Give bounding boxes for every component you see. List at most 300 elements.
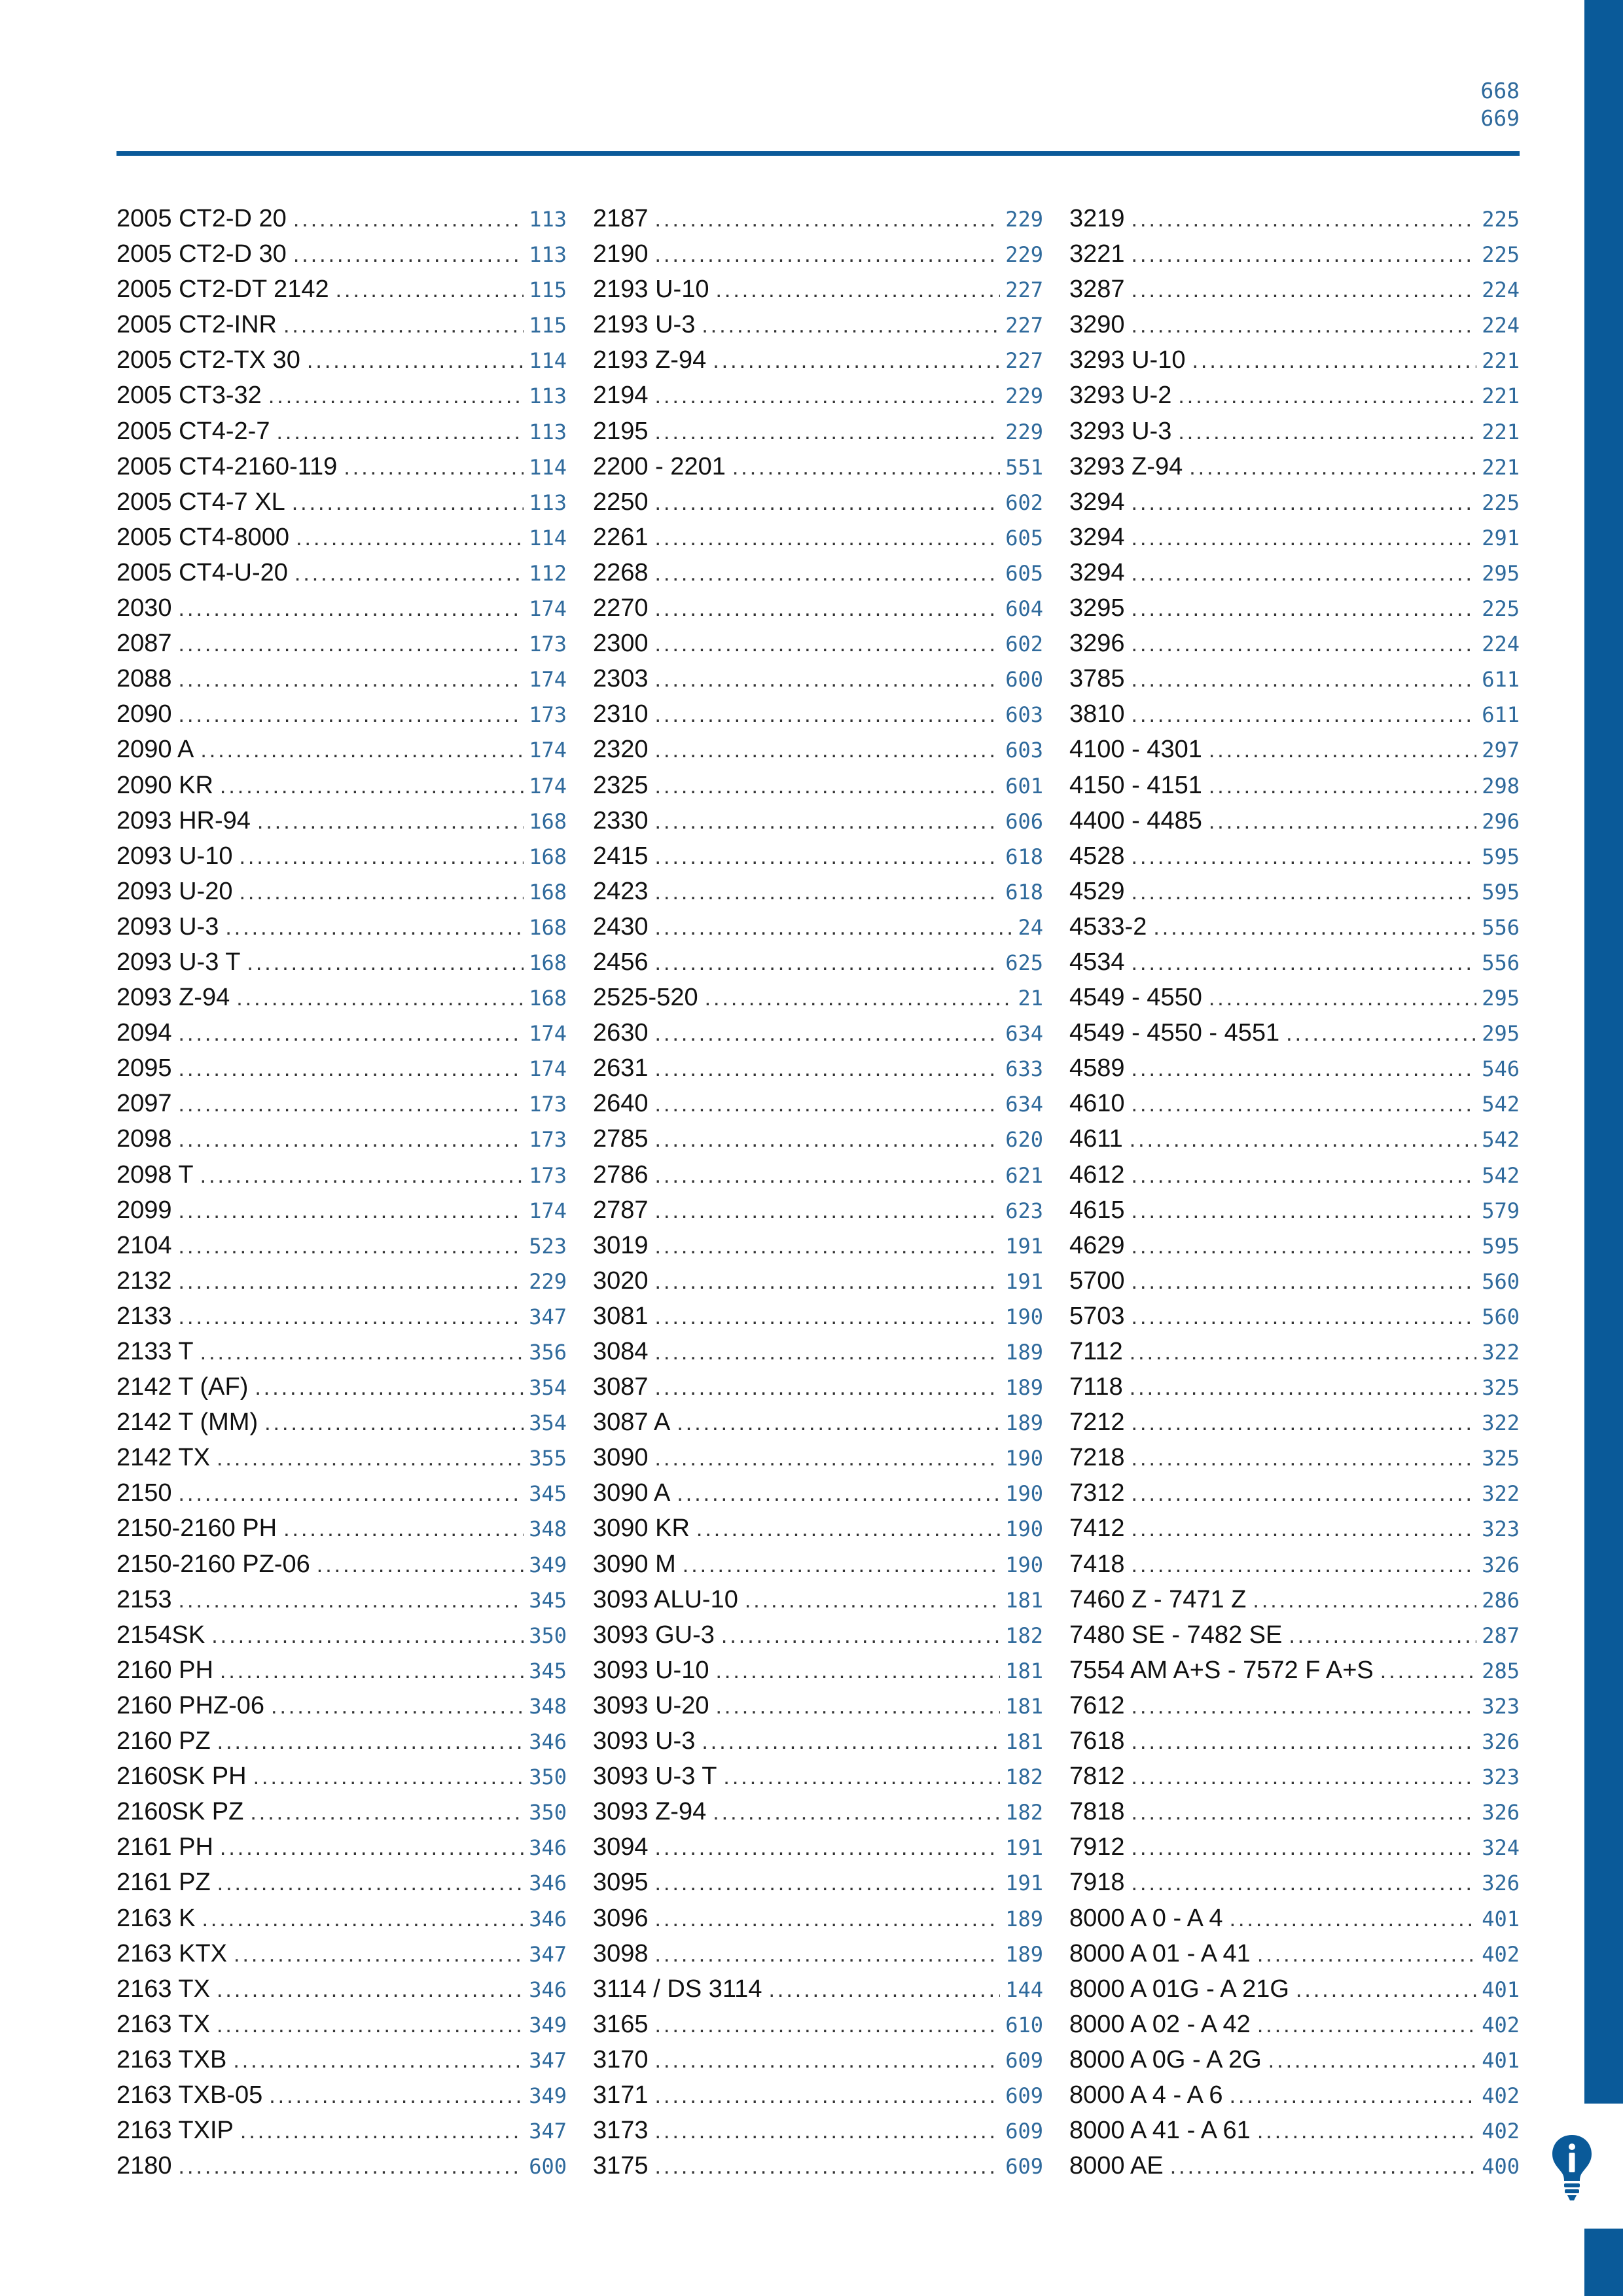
entry-label: 5703 xyxy=(1069,1302,1125,1330)
entry-page-ref[interactable]: 326 xyxy=(1482,1871,1520,1896)
entry-page-ref[interactable]: 182 xyxy=(1005,1765,1043,1790)
entry-page-ref[interactable]: 600 xyxy=(1005,667,1043,692)
dot-leader xyxy=(655,1198,1001,1224)
dot-leader xyxy=(1189,455,1476,480)
entry-page-ref[interactable]: 190 xyxy=(1005,1304,1043,1329)
entry-page-ref[interactable]: 287 xyxy=(1482,1623,1520,1648)
dot-leader xyxy=(1253,1588,1476,1613)
entry-page-ref[interactable]: 115 xyxy=(529,313,567,338)
dot-leader xyxy=(296,526,524,551)
entry-page-ref[interactable]: 621 xyxy=(1005,1162,1043,1188)
entry-page-ref[interactable]: 354 xyxy=(529,1410,567,1436)
entry-page-ref[interactable]: 174 xyxy=(529,1056,567,1082)
entry-page-ref[interactable]: 326 xyxy=(1482,1729,1520,1755)
entry-page-ref[interactable]: 189 xyxy=(1005,1410,1043,1436)
entry-page-ref[interactable]: 347 xyxy=(529,2119,567,2144)
dot-leader xyxy=(1132,596,1477,622)
entry-page-ref[interactable]: 24 xyxy=(1018,914,1043,940)
entry-page-ref[interactable]: 173 xyxy=(529,1127,567,1153)
entry-page-ref[interactable]: 579 xyxy=(1482,1198,1520,1223)
entry-page-ref[interactable]: 297 xyxy=(1482,738,1520,763)
entry-page-ref[interactable]: 191 xyxy=(1005,1835,1043,1861)
entry-page-ref[interactable]: 605 xyxy=(1005,525,1043,550)
entry-label: 2430 xyxy=(593,912,649,941)
dot-leader xyxy=(179,1304,524,1330)
entry-page-ref[interactable]: 618 xyxy=(1005,879,1043,905)
dot-leader xyxy=(1132,667,1477,692)
entry-label: 2303 xyxy=(593,665,649,693)
entry-page-ref[interactable]: 286 xyxy=(1482,1587,1520,1613)
index-entry xyxy=(593,1657,1043,1692)
index-entry xyxy=(593,1090,1043,1125)
index-entry xyxy=(593,524,1043,559)
index-entry xyxy=(593,453,1043,488)
entry-page-ref[interactable]: 221 xyxy=(1482,419,1520,444)
entry-label: 2005 CT2-D 20 xyxy=(116,205,287,232)
entry-page-ref[interactable]: 595 xyxy=(1482,879,1520,905)
dot-leader xyxy=(713,1800,1000,1825)
index-entry xyxy=(116,1338,567,1373)
dot-leader xyxy=(200,1340,524,1365)
entry-page-ref[interactable]: 523 xyxy=(529,1233,567,1259)
dot-leader xyxy=(276,420,524,445)
entry-page-ref[interactable]: 114 xyxy=(529,525,567,550)
dot-leader xyxy=(1132,1800,1477,1825)
entry-page-ref[interactable]: 401 xyxy=(1482,1977,1520,2002)
dot-leader xyxy=(655,596,1001,622)
entry-page-ref[interactable]: 350 xyxy=(529,1623,567,1648)
index-entry xyxy=(593,2011,1043,2046)
entry-label: 4529 xyxy=(1069,877,1125,905)
entry-page-ref[interactable]: 225 xyxy=(1482,490,1520,515)
entry-page-ref[interactable]: 601 xyxy=(1005,773,1043,798)
index-entry xyxy=(593,913,1043,948)
entry-page-ref[interactable]: 350 xyxy=(529,1800,567,1825)
dot-leader xyxy=(655,1021,1001,1047)
index-entry xyxy=(1069,1975,1520,2011)
entry-label: 2631 xyxy=(593,1054,649,1083)
page-number-left: 668 xyxy=(1480,78,1520,103)
entry-page-ref[interactable]: 400 xyxy=(1482,2154,1520,2179)
entry-label: 2250 xyxy=(593,488,649,516)
entry-page-ref[interactable]: 345 xyxy=(529,1658,567,1683)
index-entry xyxy=(593,1125,1043,1160)
index-entry xyxy=(116,205,567,240)
entry-page-ref[interactable]: 603 xyxy=(1005,738,1043,763)
dot-leader xyxy=(217,1871,524,1896)
entry-page-ref[interactable]: 611 xyxy=(1482,667,1520,692)
entry-page-ref[interactable]: 114 xyxy=(529,348,567,374)
entry-page-ref[interactable]: 346 xyxy=(529,1977,567,2002)
entry-page-ref[interactable]: 114 xyxy=(529,454,567,480)
entry-page-ref[interactable]: 224 xyxy=(1482,632,1520,657)
entry-page-ref[interactable]: 221 xyxy=(1482,384,1520,409)
entry-label: 7218 xyxy=(1069,1444,1125,1472)
entry-label: 3175 xyxy=(593,2152,649,2180)
entry-page-ref[interactable]: 560 xyxy=(1482,1304,1520,1329)
entry-page-ref[interactable]: 181 xyxy=(1005,1729,1043,1755)
entry-page-ref[interactable]: 181 xyxy=(1005,1658,1043,1683)
dot-leader xyxy=(655,1340,1001,1365)
dot-leader xyxy=(253,1765,524,1790)
entry-page-ref[interactable]: 190 xyxy=(1005,1446,1043,1471)
entry-label: 2132 xyxy=(116,1266,172,1295)
entry-page-ref[interactable]: 354 xyxy=(529,1375,567,1401)
entry-page-ref[interactable]: 634 xyxy=(1005,1092,1043,1117)
entry-page-ref[interactable]: 323 xyxy=(1482,1516,1520,1542)
entry-page-ref[interactable]: 401 xyxy=(1482,2047,1520,2073)
entry-page-ref[interactable]: 296 xyxy=(1482,808,1520,834)
entry-page-ref[interactable]: 168 xyxy=(529,950,567,975)
entry-page-ref[interactable]: 349 xyxy=(529,2012,567,2037)
entry-page-ref[interactable]: 606 xyxy=(1005,808,1043,834)
index-entry xyxy=(116,1444,567,1479)
entry-page-ref[interactable]: 173 xyxy=(529,1162,567,1188)
entry-page-ref[interactable]: 620 xyxy=(1005,1127,1043,1153)
dot-leader xyxy=(179,2154,524,2179)
entry-page-ref[interactable]: 322 xyxy=(1482,1340,1520,1365)
index-entry xyxy=(1069,1267,1520,1302)
entry-page-ref[interactable]: 227 xyxy=(1005,348,1043,374)
entry-page-ref[interactable]: 609 xyxy=(1005,2154,1043,2179)
entry-page-ref[interactable]: 224 xyxy=(1482,278,1520,303)
index-entry xyxy=(593,1551,1043,1586)
entry-page-ref[interactable]: 623 xyxy=(1005,1198,1043,1223)
lightbulb-info-icon[interactable] xyxy=(1550,2132,1594,2204)
entry-page-ref[interactable]: 322 xyxy=(1482,1481,1520,1507)
entry-page-ref[interactable]: 174 xyxy=(529,738,567,763)
entry-label: 2093 U-3 T xyxy=(116,948,241,976)
entry-page-ref[interactable]: 221 xyxy=(1482,348,1520,374)
dot-leader xyxy=(179,1588,524,1613)
entry-page-ref[interactable]: 604 xyxy=(1005,596,1043,622)
entry-label: 2160SK PH xyxy=(116,1763,247,1791)
entry-page-ref[interactable]: 174 xyxy=(529,667,567,692)
index-entry xyxy=(116,1373,567,1408)
dot-leader xyxy=(702,313,1000,338)
entry-page-ref[interactable]: 168 xyxy=(529,986,567,1011)
index-entry xyxy=(1069,772,1520,807)
dot-leader xyxy=(1209,738,1476,763)
dot-leader xyxy=(1192,348,1476,374)
entry-page-ref[interactable]: 625 xyxy=(1005,950,1043,975)
entry-page-ref[interactable]: 227 xyxy=(1005,278,1043,303)
index-entry xyxy=(116,1090,567,1125)
entry-page-ref[interactable]: 191 xyxy=(1005,1268,1043,1294)
entry-page-ref[interactable]: 325 xyxy=(1482,1446,1520,1471)
entry-page-ref[interactable]: 168 xyxy=(529,808,567,834)
entry-page-ref[interactable]: 225 xyxy=(1482,242,1520,268)
entry-page-ref[interactable]: 168 xyxy=(529,879,567,905)
dot-leader xyxy=(1209,809,1476,834)
dot-leader xyxy=(1132,526,1477,551)
entry-page-ref[interactable]: 173 xyxy=(529,632,567,657)
entry-page-ref[interactable]: 191 xyxy=(1005,1233,1043,1259)
entry-page-ref[interactable]: 168 xyxy=(529,914,567,940)
entry-page-ref[interactable]: 189 xyxy=(1005,1375,1043,1401)
entry-label: 3098 xyxy=(593,1939,649,1967)
entry-page-ref[interactable]: 298 xyxy=(1482,773,1520,798)
entry-page-ref[interactable]: 168 xyxy=(529,844,567,869)
entry-page-ref[interactable]: 229 xyxy=(1005,384,1043,409)
entry-label: 8000 A 4 - A 6 xyxy=(1069,2081,1223,2109)
dot-leader xyxy=(723,1765,1000,1790)
entry-page-ref[interactable]: 402 xyxy=(1482,2012,1520,2037)
entry-label: 2005 CT4-U-20 xyxy=(116,558,288,586)
entry-label: 2153 xyxy=(116,1585,172,1613)
entry-label: 8000 A 41 - A 61 xyxy=(1069,2117,1251,2145)
dot-leader xyxy=(655,844,1001,870)
entry-label: 3296 xyxy=(1069,630,1125,658)
entry-page-ref[interactable]: 401 xyxy=(1482,1906,1520,1931)
index-entry xyxy=(1069,1621,1520,1657)
entry-page-ref[interactable]: 189 xyxy=(1005,1340,1043,1365)
entry-page-ref[interactable]: 402 xyxy=(1482,2083,1520,2108)
dot-leader xyxy=(655,1234,1001,1259)
dot-leader xyxy=(655,1871,1001,1896)
entry-page-ref[interactable]: 113 xyxy=(529,490,567,515)
dot-leader xyxy=(179,702,524,728)
entry-page-ref[interactable]: 602 xyxy=(1005,490,1043,515)
entry-page-ref[interactable]: 348 xyxy=(529,1693,567,1719)
entry-page-ref[interactable]: 225 xyxy=(1482,207,1520,232)
index-entry xyxy=(1069,878,1520,913)
dot-leader xyxy=(1170,2154,1477,2179)
entry-page-ref[interactable]: 350 xyxy=(529,1765,567,1790)
entry-label: 3093 Z-94 xyxy=(593,1798,707,1826)
index-entry xyxy=(1069,1408,1520,1444)
entry-page-ref[interactable]: 402 xyxy=(1482,2119,1520,2144)
index-entry xyxy=(1069,700,1520,736)
dot-leader xyxy=(1257,1942,1476,1967)
index-entry xyxy=(593,1940,1043,1975)
entry-page-ref[interactable]: 347 xyxy=(529,1304,567,1329)
entry-label: 4549 - 4550 xyxy=(1069,984,1202,1012)
entry-page-ref[interactable]: 595 xyxy=(1482,844,1520,869)
entry-page-ref[interactable]: 402 xyxy=(1482,1941,1520,1967)
entry-page-ref[interactable]: 346 xyxy=(529,1835,567,1861)
entry-page-ref[interactable]: 174 xyxy=(529,773,567,798)
index-entry xyxy=(1069,2152,1520,2187)
entry-label: 7912 xyxy=(1069,1833,1125,1861)
entry-label: 7480 SE - 7482 SE xyxy=(1069,1621,1283,1649)
dot-leader xyxy=(655,738,1001,763)
entry-page-ref[interactable]: 556 xyxy=(1482,914,1520,940)
entry-label: 2093 Z-94 xyxy=(116,984,230,1012)
entry-label: 2160 PZ xyxy=(116,1727,211,1755)
index-entry xyxy=(116,594,567,630)
entry-page-ref[interactable]: 115 xyxy=(529,278,567,303)
entry-page-ref[interactable]: 21 xyxy=(1018,986,1043,1011)
entry-page-ref[interactable]: 326 xyxy=(1482,1800,1520,1825)
dot-leader xyxy=(202,1907,524,1932)
entry-page-ref[interactable]: 349 xyxy=(529,1552,567,1577)
entry-page-ref[interactable]: 610 xyxy=(1005,2012,1043,2037)
dot-leader xyxy=(179,1056,524,1082)
entry-page-ref[interactable]: 609 xyxy=(1005,2083,1043,2108)
entry-page-ref[interactable]: 189 xyxy=(1005,1941,1043,1967)
entry-page-ref[interactable]: 113 xyxy=(529,384,567,409)
index-entry xyxy=(116,1657,567,1692)
index-entry xyxy=(116,311,567,346)
entry-label: 4549 - 4550 - 4551 xyxy=(1069,1019,1280,1047)
entry-page-ref[interactable]: 600 xyxy=(529,2154,567,2179)
entry-page-ref[interactable]: 181 xyxy=(1005,1587,1043,1613)
entry-page-ref[interactable]: 174 xyxy=(529,596,567,622)
dot-leader xyxy=(217,1446,524,1471)
entry-label: 2310 xyxy=(593,700,649,728)
entry-page-ref[interactable]: 542 xyxy=(1482,1162,1520,1188)
dot-leader xyxy=(1209,986,1476,1011)
entry-page-ref[interactable]: 113 xyxy=(529,242,567,268)
entry-page-ref[interactable]: 595 xyxy=(1482,1233,1520,1259)
entry-label: 2193 U-3 xyxy=(593,311,696,339)
dot-leader xyxy=(655,1127,1001,1153)
entry-page-ref[interactable]: 144 xyxy=(1005,1977,1043,2002)
entry-page-ref[interactable]: 295 xyxy=(1482,560,1520,586)
entry-page-ref[interactable]: 323 xyxy=(1482,1693,1520,1719)
entry-page-ref[interactable]: 542 xyxy=(1482,1127,1520,1153)
index-entry xyxy=(1069,1798,1520,1833)
entry-page-ref[interactable]: 347 xyxy=(529,2047,567,2073)
entry-page-ref[interactable]: 190 xyxy=(1005,1481,1043,1507)
entry-page-ref[interactable]: 542 xyxy=(1482,1092,1520,1117)
dot-leader xyxy=(655,1163,1001,1189)
entry-page-ref[interactable]: 345 xyxy=(529,1481,567,1507)
entry-page-ref[interactable]: 295 xyxy=(1482,1021,1520,1047)
index-entry xyxy=(593,1196,1043,1232)
entry-page-ref[interactable]: 556 xyxy=(1482,950,1520,975)
entry-page-ref[interactable]: 112 xyxy=(529,560,567,586)
entry-page-ref[interactable]: 356 xyxy=(529,1340,567,1365)
index-entry xyxy=(593,630,1043,665)
dot-leader xyxy=(1132,1871,1477,1896)
dot-leader xyxy=(677,1481,1000,1507)
entry-page-ref[interactable]: 347 xyxy=(529,1941,567,1967)
entry-page-ref[interactable]: 346 xyxy=(529,1729,567,1755)
entry-page-ref[interactable]: 229 xyxy=(529,1268,567,1294)
entry-label: 8000 A 02 - A 42 xyxy=(1069,2010,1251,2038)
entry-page-ref[interactable]: 325 xyxy=(1482,1375,1520,1401)
entry-page-ref[interactable]: 326 xyxy=(1482,1552,1520,1577)
entry-label: 3084 xyxy=(593,1338,649,1365)
dot-leader xyxy=(1296,1977,1476,2003)
entry-page-ref[interactable]: 348 xyxy=(529,1516,567,1542)
entry-page-ref[interactable]: 618 xyxy=(1005,844,1043,869)
entry-page-ref[interactable]: 181 xyxy=(1005,1693,1043,1719)
dot-leader xyxy=(655,207,1001,232)
entry-label: 3093 U-10 xyxy=(593,1656,709,1684)
index-entry xyxy=(116,559,567,594)
index-entry xyxy=(1069,807,1520,842)
entry-label: 2098 T xyxy=(116,1160,194,1189)
entry-page-ref[interactable]: 221 xyxy=(1482,454,1520,480)
entry-page-ref[interactable]: 602 xyxy=(1005,632,1043,657)
entry-page-ref[interactable]: 174 xyxy=(529,1198,567,1223)
entry-page-ref[interactable]: 324 xyxy=(1482,1835,1520,1861)
dot-leader xyxy=(293,242,524,268)
entry-page-ref[interactable]: 229 xyxy=(1005,242,1043,268)
entry-page-ref[interactable]: 355 xyxy=(529,1446,567,1471)
entry-label: 3294 xyxy=(1069,523,1125,551)
dot-leader xyxy=(655,2119,1001,2144)
dot-leader xyxy=(655,1907,1001,1932)
entry-page-ref[interactable]: 611 xyxy=(1482,702,1520,728)
entry-page-ref[interactable]: 224 xyxy=(1482,313,1520,338)
index-entry xyxy=(116,2011,567,2046)
entry-page-ref[interactable]: 225 xyxy=(1482,596,1520,622)
entry-page-ref[interactable]: 174 xyxy=(529,1021,567,1047)
entry-page-ref[interactable]: 345 xyxy=(529,1587,567,1613)
entry-page-ref[interactable]: 603 xyxy=(1005,702,1043,728)
index-entry xyxy=(116,453,567,488)
dot-leader xyxy=(655,950,1001,976)
entry-page-ref[interactable]: 285 xyxy=(1482,1658,1520,1683)
entry-page-ref[interactable]: 605 xyxy=(1005,560,1043,586)
entry-label: 2005 CT2-INR xyxy=(116,311,277,339)
index-entry xyxy=(116,1196,567,1232)
entry-page-ref[interactable]: 609 xyxy=(1005,2119,1043,2144)
index-entry xyxy=(116,1161,567,1196)
entry-page-ref[interactable]: 190 xyxy=(1005,1552,1043,1577)
entry-page-ref[interactable]: 229 xyxy=(1005,207,1043,232)
entry-label: 3295 xyxy=(1069,594,1125,622)
entry-page-ref[interactable]: 229 xyxy=(1005,419,1043,444)
entry-page-ref[interactable]: 295 xyxy=(1482,986,1520,1011)
entry-page-ref[interactable]: 349 xyxy=(529,2083,567,2108)
entry-page-ref[interactable]: 551 xyxy=(1005,454,1043,480)
entry-label: 2142 TX xyxy=(116,1444,210,1472)
entry-page-ref[interactable]: 113 xyxy=(529,419,567,444)
dot-leader xyxy=(1130,1340,1476,1365)
entry-page-ref[interactable]: 633 xyxy=(1005,1056,1043,1082)
entry-page-ref[interactable]: 191 xyxy=(1005,1871,1043,1896)
entry-page-ref[interactable]: 227 xyxy=(1005,313,1043,338)
entry-page-ref[interactable]: 346 xyxy=(529,1906,567,1931)
entry-page-ref[interactable]: 291 xyxy=(1482,525,1520,550)
entry-page-ref[interactable]: 323 xyxy=(1482,1765,1520,1790)
entry-page-ref[interactable]: 346 xyxy=(529,1871,567,1896)
index-entry xyxy=(1069,2117,1520,2152)
dot-leader xyxy=(1132,1198,1477,1224)
entry-page-ref[interactable]: 173 xyxy=(529,1092,567,1117)
index-columns xyxy=(116,205,1520,2195)
index-entry xyxy=(1069,842,1520,878)
entry-page-ref[interactable]: 546 xyxy=(1482,1056,1520,1082)
entry-page-ref[interactable]: 634 xyxy=(1005,1021,1043,1047)
entry-page-ref[interactable]: 113 xyxy=(529,207,567,232)
entry-page-ref[interactable]: 560 xyxy=(1482,1268,1520,1294)
entry-label: 7818 xyxy=(1069,1798,1125,1826)
entry-label: 2133 T xyxy=(116,1338,194,1365)
entry-page-ref[interactable]: 190 xyxy=(1005,1516,1043,1542)
dot-leader xyxy=(240,2119,524,2144)
entry-page-ref[interactable]: 609 xyxy=(1005,2047,1043,2073)
dot-leader xyxy=(1132,1234,1477,1259)
entry-label: 2268 xyxy=(593,558,649,586)
dot-leader xyxy=(217,2013,524,2038)
entry-page-ref[interactable]: 173 xyxy=(529,702,567,728)
entry-page-ref[interactable]: 182 xyxy=(1005,1623,1043,1648)
dot-leader xyxy=(293,207,524,232)
dot-leader xyxy=(655,880,1001,905)
entry-label: 2630 xyxy=(593,1019,649,1047)
entry-label: 2150 xyxy=(116,1479,172,1507)
entry-label: 3093 U-3 T xyxy=(593,1763,717,1791)
entry-page-ref[interactable]: 182 xyxy=(1005,1800,1043,1825)
entry-page-ref[interactable]: 322 xyxy=(1482,1410,1520,1436)
entry-page-ref[interactable]: 189 xyxy=(1005,1906,1043,1931)
